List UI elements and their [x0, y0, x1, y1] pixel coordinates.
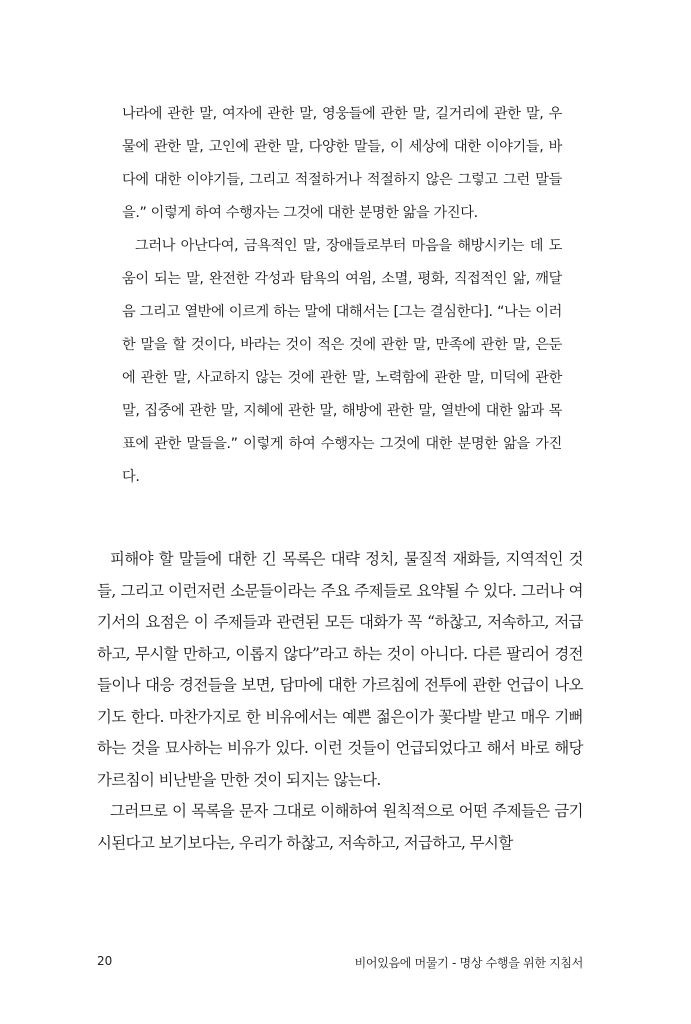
running-title: 비어있음에 머물기 - 명상 수행을 위한 지침서 — [354, 956, 583, 970]
body-paragraph-2: 그러므로 이 목록을 문자 그대로 이해하여 원칙적으로 어떤 주제들은 금기시된다고 보기보다는, 우리가 하찮고, 저속하고, 저급하고, 무시할 — [97, 802, 583, 852]
page-number: 20 — [97, 954, 113, 968]
quoted-sutta-passage — [122, 98, 562, 494]
main-body-text — [97, 544, 583, 859]
quote-paragraph-1: 나라에 관한 말, 여자에 관한 말, 영웅들에 관한 말, 길거리에 관한 말, 우물에 관한 말, 고인에 관한 말, 다양한 말들, 이 세상에 대한 이야기들, 바다에 대한 이야기들, 그리고 적절하거나 적절하지 않은 그렇고 그런 말들을.” 이렇게 하여 수행자는 그것에 대한 분명한 앎을 가진다. — [122, 106, 562, 221]
body-paragraph-1: 피해야 할 말들에 대한 긴 목록은 대략 정치, 물질적 재화들, 지역적인 것들, 그리고 이런저런 소문들이라는 주요 주제들로 요약될 수 있다. 그러나 여기서의 요점은 이 주제들과 관련된 모든 대화가 꼭 “하찮고, 저속하고, 저급하고, 무시할 만하고, 이롭지 않다”라고 하는 것이 아니다. 다른 팔리어 경전들이나 대응 경전들을 보면, 담마에 대한 가르침에 전투에 관한 언급이 나오기도 한다. 마찬가지로 한 비유에서는 예쁜 젊은이가 꽃다발 받고 매우 기뻐하는 것을 묘사하는 비유가 있다. 이런 것들이 언급되었다고 해서 바로 해당 가르침이 비난받을 만한 것이 되지는 않는다. — [97, 550, 583, 789]
quote-paragraph-2: 그러나 아난다여, 금욕적인 말, 장애들로부터 마음을 해방시키는 데 도움이 되는 말, 완전한 각성과 탐욕의 여읨, 소멸, 평화, 직접적인 앎, 깨달음 그리고 열반에 이르게 하는 말에 대해서는 [그는 결심한다]. “나는 이러한 말을 할 것이다, 바라는 것이 적은 것에 관한 말, 만족에 관한 말, 은둔에 관한 말, 사교하지 않는 것에 관한 말, 노력함에 관한 말, 미덕에 관한 말, 집중에 관한 말, 지혜에 관한 말, 해방에 관한 말, 열반에 대한 앎과 목표에 관한 말들을.” 이렇게 하여 수행자는 그것에 대한 분명한 앎을 가진다. — [122, 238, 562, 485]
